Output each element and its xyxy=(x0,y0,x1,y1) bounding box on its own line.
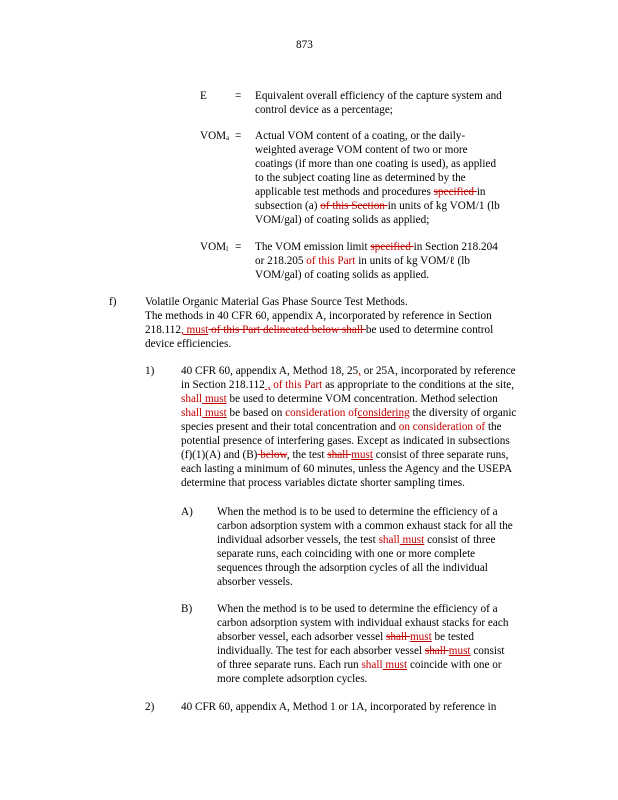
paragraph-line: shall must be based on consideration ofconsidering the diversity of organic xyxy=(181,407,517,419)
inserted-text: , xyxy=(264,379,271,391)
paragraph-line: in Section 218.112 , of this Part as appropriate to the conditions at the site, xyxy=(181,379,514,391)
paragraph-line: of three separate runs. Each run shall must coincide with one or xyxy=(217,659,502,671)
paragraph-line: (f)(1)(A) and (B) below, the test shall must consist of three separate runs, xyxy=(181,449,509,461)
deleted-text: of this Section xyxy=(320,200,388,212)
paragraph-line: each lasting a minimum of 60 minutes, unless the Agency and the USEPA xyxy=(181,463,513,475)
paragraph-line: potential presence of interfering gases. Except as indicated in subsections xyxy=(181,435,510,447)
paragraph-line: individually. The test for each absorber vessel shall must consist xyxy=(217,645,505,657)
inserted-text: must xyxy=(448,645,471,657)
inserted-text: must xyxy=(202,393,227,405)
equals-sign: = xyxy=(235,130,242,142)
deleted-text: specified xyxy=(433,186,477,198)
definition-text-line: VOM/gal) of coating solids as applied; xyxy=(255,214,430,226)
page-number: 873 xyxy=(296,39,313,51)
term-vom-l: $VOM_l$ xyxy=(200,241,229,253)
inserted-text: must xyxy=(202,407,227,419)
inserted-text: must xyxy=(382,659,408,671)
paragraph-line: device efficiencies. xyxy=(145,338,232,350)
paragraph-line: carbon adsorption system with a common exhaust stack for all the xyxy=(217,520,513,532)
deleted-text: shall xyxy=(181,393,203,405)
definition-text-line: VOM/gal) of coating solids as applied. xyxy=(255,269,429,281)
paragraph-line: absorber vessels. xyxy=(217,576,293,588)
inserted-text: , xyxy=(358,365,361,377)
paragraph-line: When the method is to be used to determine the efficiency of a xyxy=(217,603,498,615)
deleted-text: shall xyxy=(424,645,449,657)
deleted-text: specified xyxy=(370,241,414,253)
term-e: E xyxy=(200,90,207,102)
paragraph-line: shall must be used to determine VOM concentration. Method selection xyxy=(181,393,498,405)
definition-text-line: or 218.205 of this Part in units of kg VOM/ℓ (lb xyxy=(255,255,470,267)
term-vom-a: $VOM_a$ xyxy=(200,130,230,142)
deleted-text: below xyxy=(257,449,287,461)
deleted-text: considering xyxy=(357,407,410,419)
deleted-text: shall xyxy=(378,534,400,546)
inserted-text: of this Part xyxy=(270,379,323,391)
paragraph-line: absorber vessel, each adsorber vessel shall must be tested xyxy=(217,631,474,643)
item-label: 2) xyxy=(145,701,155,713)
section-label: f) xyxy=(109,296,117,308)
paragraph-line: 218.112, must of this Part delineated below shall be used to determine control xyxy=(145,324,494,336)
paragraph-line: separate runs, each coinciding with one or more complete xyxy=(217,548,476,560)
item-label: A) xyxy=(181,506,193,518)
inserted-text: must xyxy=(351,449,373,461)
paragraph-line: individual adsorber vessels, the test shall must consist of three xyxy=(217,534,496,546)
inserted-text: must xyxy=(409,631,432,643)
definition-text-line: coatings (if more than one coating is used), as applied xyxy=(255,158,497,170)
paragraph-line: more complete adsorption cycles. xyxy=(217,673,368,685)
definition-text-line: to the subject coating line as determined by the xyxy=(255,172,466,184)
deleted-text: of this Part delineated below shall xyxy=(208,324,366,336)
inserted-text: , xyxy=(180,324,184,336)
deleted-text: shall xyxy=(327,449,352,461)
paragraph-line: sequences through the adsorption cycles of all the individual xyxy=(217,562,488,574)
paragraph-line: When the method is to be used to determine the efficiency of a xyxy=(217,506,498,518)
equals-sign: = xyxy=(235,90,242,102)
paragraph-line: The methods in 40 CFR 60, appendix A, incorporated by reference in Section xyxy=(145,310,492,322)
definition-text-line: control device as a percentage; xyxy=(255,104,393,116)
inserted-text: on consideration of xyxy=(398,421,486,433)
definition-text-line: Equivalent overall efficiency of the capture system and xyxy=(255,90,502,102)
definition-text-line: Actual VOM content of a coating, or the daily- xyxy=(255,130,466,142)
definition-text-line: weighted average VOM content of two or more xyxy=(255,144,468,156)
deleted-text: shall xyxy=(181,407,203,419)
equals-sign: = xyxy=(235,241,242,253)
item-label: B) xyxy=(181,603,193,615)
inserted-text: must xyxy=(183,324,209,336)
section-title: Volatile Organic Material Gas Phase Source Test Methods. xyxy=(145,296,408,308)
inserted-text: must xyxy=(399,534,425,546)
definition-text-line: applicable test methods and procedures specified in xyxy=(255,186,486,198)
paragraph-line: species present and their total concentration and on consideration of the xyxy=(181,421,502,433)
paragraph-line: carbon adsorption system with individual exhaust stacks for each xyxy=(217,617,509,629)
paragraph-line: determine that process variables dictate shorter sampling times. xyxy=(181,477,465,489)
paragraph-line: 40 CFR 60, appendix A, Method 18, 25, or 25A, incorporated by reference xyxy=(181,365,516,377)
deleted-text: shall xyxy=(361,659,383,671)
definition-text-line: subsection (a) of this Section in units of kg VOM/1 (lb xyxy=(255,200,500,212)
deleted-text: shall xyxy=(386,631,410,643)
inserted-text: of this Part xyxy=(306,255,356,267)
inserted-text: consideration of xyxy=(285,407,358,419)
paragraph-line: 40 CFR 60, appendix A, Method 1 or 1A, incorporated by reference in xyxy=(181,701,497,713)
definition-text-line: The VOM emission limit specified in Section 218.204 xyxy=(255,241,498,253)
item-label: 1) xyxy=(145,365,155,377)
